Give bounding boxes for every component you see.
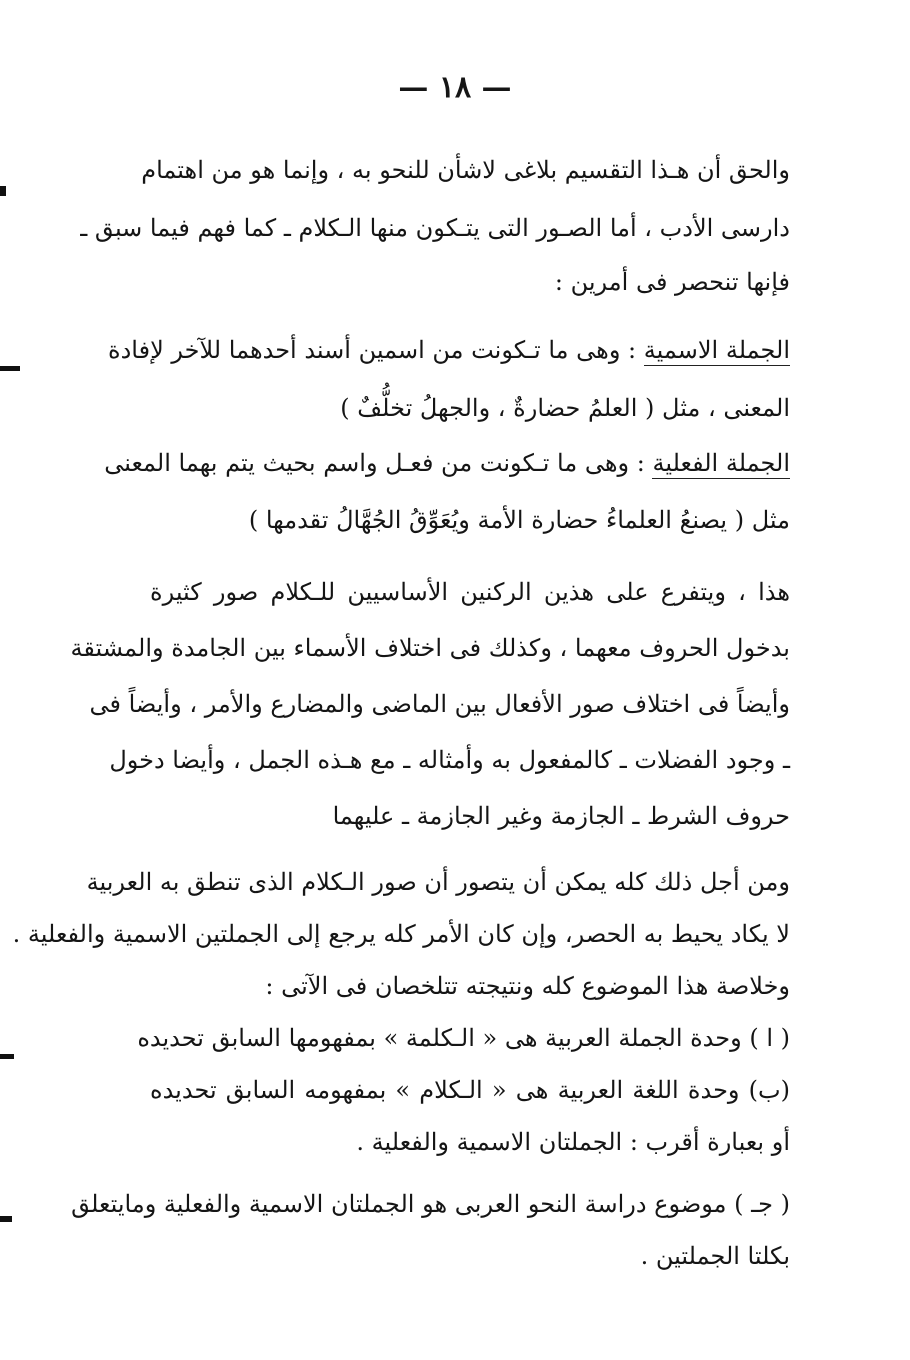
summary-point-c-continuation: بكلتا الجملتين . xyxy=(640,1242,790,1270)
verbal-sentence-term: الجملة الفعلية xyxy=(652,449,790,477)
summary-point-c: ( جـ ) موضوع دراسة النحو العربى هو الجملتان الاسمية والفعلية ومايتعلق xyxy=(71,1190,790,1218)
paragraph-1-line-1: والحق أن هـذا التقسيم بلاغى لاشأن للنحو به ، وإنما هو من اهتمام xyxy=(141,156,790,184)
paragraph-5-line-2: لا يكاد يحيط به الحصر، وإن كان الأمر كله يرجع إلى الجملتين الاسمية والفعلية . xyxy=(12,920,790,948)
scan-edge-mark xyxy=(0,186,6,196)
verbal-sentence-definition-line-1 xyxy=(104,443,790,483)
nominal-sentence-definition-text: : وهى ما تـكونت من اسمين أسند أحدهما للآخر لإفادة xyxy=(108,336,644,364)
verbal-sentence-definition-text: : وهى ما تـكونت من فعـل واسم بحيث يتم بهما المعنى xyxy=(104,449,653,477)
paragraph-1-line-2: دارسى الأدب ، أما الصـور التى يتـكون منها الـكلام ـ كما فهم فيما سبق ـ xyxy=(80,214,790,242)
scan-edge-mark xyxy=(0,1054,14,1059)
scan-edge-mark xyxy=(0,1216,12,1222)
paragraph-4-line-1: هذا ، ويتفرع على هذين الركنين الأساسيين للـكلام صور كثيرة xyxy=(150,578,791,606)
paragraph-4-line-5: حروف الشرط ـ الجازمة وغير الجازمة ـ عليهما xyxy=(332,802,790,830)
page-number: — ١٨ — xyxy=(398,70,512,105)
verbal-sentence-example: مثل ( يصنعُ العلماءُ حضارة الأمة ويُعَوِّقُ الجُهَّالُ تقدمها ) xyxy=(248,506,790,534)
summary-point-b-continuation: أو بعبارة أقرب : الجملتان الاسمية والفعلية . xyxy=(356,1128,790,1156)
summary-point-b: (ب) وحدة اللغة العربية هى « الـكلام » بمفهومه السابق تحديده xyxy=(150,1076,790,1104)
nominal-sentence-definition-line-1 xyxy=(108,330,790,370)
paragraph-5-line-1: ومن أجل ذلك كله يمكن أن يتصور أن صور الـكلام الذى تنطق به العربية xyxy=(86,868,790,896)
paragraph-4-line-4: ـ وجود الفضلات ـ كالمفعول به وأمثاله ـ مع هـذه الجمل ، وأيضا دخول xyxy=(109,746,790,774)
paragraph-4-line-3: وأيضاً فى اختلاف صور الأفعال بين الماضى والمضارع والأمر ، وأيضاً فى xyxy=(89,690,790,718)
scan-edge-mark xyxy=(0,366,20,371)
summary-point-a: ( ا ) وحدة الجملة العربية هى « الـكلمة » بمفهومها السابق تحديده xyxy=(137,1024,790,1052)
paragraph-4-line-2: بدخول الحروف معهما ، وكذلك فى اختلاف الأسماء بين الجامدة والمشتقة xyxy=(70,634,790,662)
nominal-sentence-term: الجملة الاسمية xyxy=(643,336,790,364)
paragraph-1-line-3: فإنها تنحصر فى أمرين : xyxy=(554,268,790,296)
summary-intro: وخلاصة هذا الموضوع كله ونتيجته تتلخصان فى الآتى : xyxy=(265,972,790,1000)
nominal-sentence-example: المعنى ، مثل ( العلمُ حضارةٌ ، والجهلُ تخلُّفٌ ) xyxy=(340,394,790,422)
